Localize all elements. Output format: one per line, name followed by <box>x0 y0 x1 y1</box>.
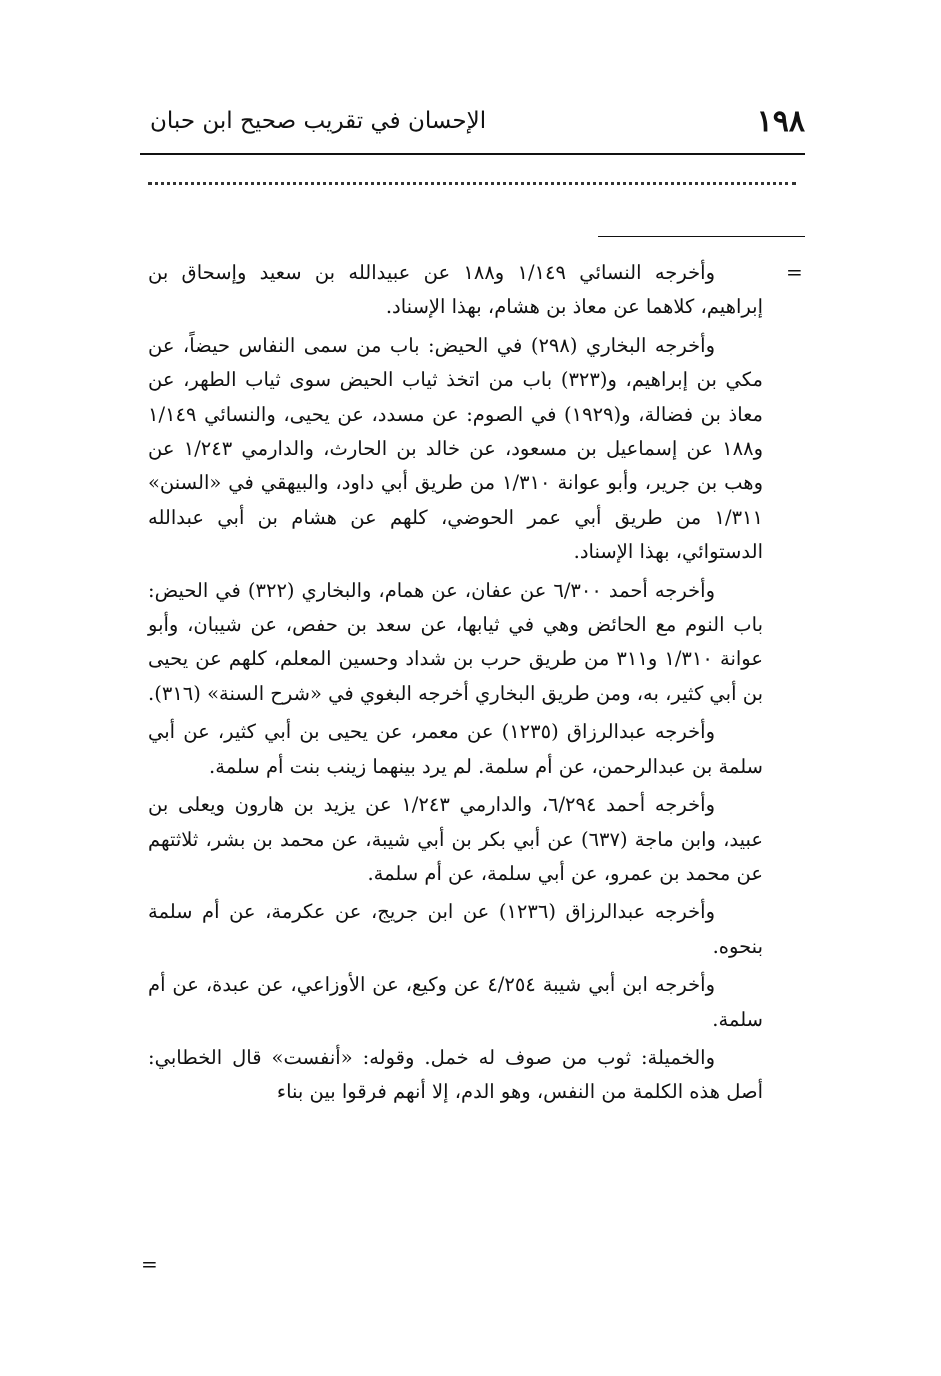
page-header <box>140 100 805 146</box>
paragraph: وأخرجه النسائي ١/١٤٩ و١٨٨ عن عبيدالله بن سعيد وإسحاق بن إبراهيم، كلاهما عن معاذ بن هشام، بهذا الإسناد. <box>148 261 763 319</box>
paragraph: وأخرجه عبدالرزاق (١٢٣٥) عن معمر، عن يحيى بن أبي كثير، عن أبي سلمة بن عبدالرحمن، عن أم سلمة. لم يرد بينهما زينب بنت أم سلمة. <box>148 720 763 778</box>
paragraph: وأخرجه أحمد ٦/٣٠٠ عن عفان، عن همام، والبخاري (٣٢٢) في الحيض: باب النوم مع الحائض وهي في ثيابها، عن سعد بن حفص، عن شيبان، وأبو عوانة ١/٣١٠ و٣١١ من طريق حرب بن شداد وحسين المعلم، كلهم عن يحيى بن أبي كثير، به، ومن طريق البخاري أخرجه البغوي في «شرح السنة» (٣١٦). <box>148 578 763 705</box>
footnote-separator-rule <box>598 236 805 237</box>
dotted-separator <box>148 182 796 185</box>
footnote-body <box>148 256 763 1114</box>
paragraph: وأخرجه البخاري (٢٩٨) في الحيض: باب من سمى النفاس حيضاً، عن مكي بن إبراهيم، و(٣٢٣) باب من اتخذ ثياب الحيض سوى ثياب الطهر، عن معاذ بن فضالة، و(١٩٢٩) في الصوم: عن مسدد، عن يحيى، والنسائي ١/١٤٩ و١٨٨ عن إسماعيل بن مسعود، عن خالد بن الحارث، والدارمي ١/٢٤٣ عن وهب بن جرير، وأبو عوانة ١/٣١٠ من طريق أبي داود، والبيهقي في «السنن» ١/٣١١ من طريق أبي عمر الحوضي، كلهم عن هشام بن أبي عبدالله الدستوائي، بهذا الإسناد. <box>148 333 764 564</box>
paragraph: وأخرجه عبدالرزاق (١٢٣٦) عن ابن جريج، عن عكرمة، عن أم سلمة بنحوه. <box>148 900 763 958</box>
paragraph: وأخرجه أحمد ٦/٢٩٤، والدارمي ١/٢٤٣ عن يزيد بن هارون ويعلى بن عبيد، وابن ماجة (٦٣٧) عن أبي بكر بن أبي شيبة، عن محمد بن بشر، ثلاثتهم عن محمد بن عمرو، عن أبي سلمة، عن أم سلمة. <box>148 793 764 885</box>
continuation-marker-top: = <box>786 260 803 284</box>
header-rule <box>140 153 805 155</box>
running-title: الإحسان في تقريب صحيح ابن حبان <box>150 108 487 134</box>
paragraph: وأخرجه ابن أبي شيبة ٤/٢٥٤ عن وكيع، عن الأوزاعي، عن عبدة، عن أم سلمة. <box>148 973 763 1031</box>
page-number: ١٩٨ <box>756 104 805 139</box>
paragraph: والخميلة: ثوب من صوف له خمل. وقوله: «أنفست» قال الخطابي: أصل هذه الكلمة من النفس، وهو الدم، إلا أنهم فرقوا بين بناء <box>148 1045 763 1104</box>
continuation-marker-bottom: = <box>141 1252 158 1276</box>
